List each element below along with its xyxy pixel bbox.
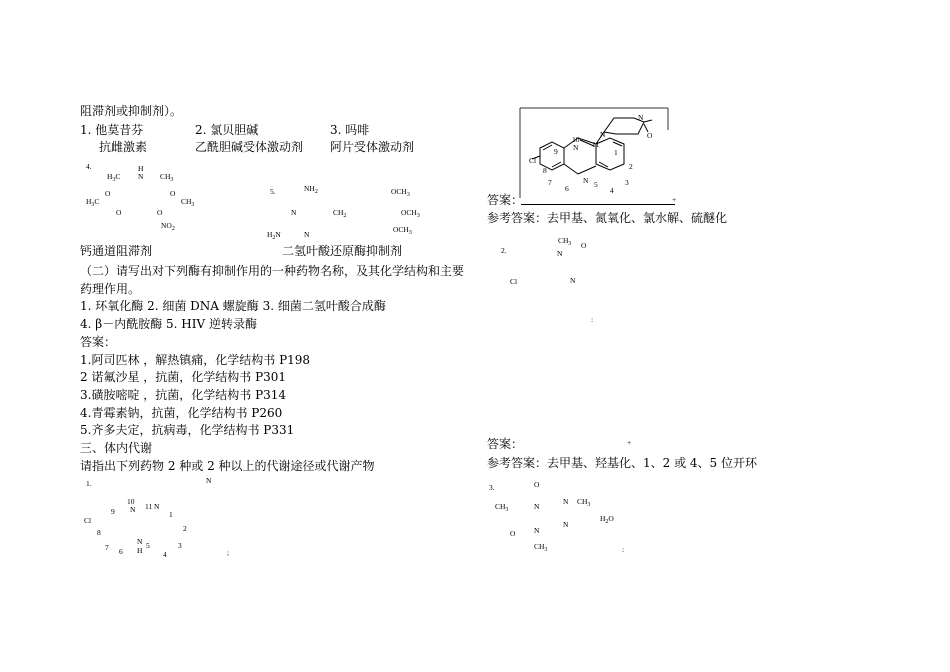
atom-n: N (291, 208, 297, 217)
drug-1-role: 抗雌激素 (99, 140, 148, 154)
enzyme-list-line-1: 1. 环氧化酶 2. 细菌 DNA 螺旋酶 3. 细菌二氢叶酸合成酶 (80, 299, 386, 313)
atom-ch3: $CH_3$ (160, 172, 174, 183)
ring-number: 3 (178, 541, 182, 550)
atom-o: O (534, 480, 540, 489)
answer-3: 3.磺胺嘧啶 ，抗菌，化学结构书 P314 (80, 388, 287, 402)
answer-blank-1[interactable] (521, 204, 675, 205)
atom-n: N (130, 505, 136, 514)
drug-1-name: 1. 他莫昔芬 (80, 123, 144, 137)
atom-n: N (638, 113, 644, 122)
m3-number: 3. (489, 483, 495, 492)
atom-och3: $OCH_3$ (401, 208, 420, 219)
atom-h: H (137, 546, 143, 555)
atom-nh2: $NH_2$ (304, 184, 318, 195)
ring-number: 4 (163, 550, 167, 559)
q5-number: 5. (270, 187, 276, 196)
plus-1: + (672, 195, 677, 204)
ring-number: 1 (169, 510, 173, 519)
section-3-title: 三、体内代谢 (80, 441, 153, 455)
drug-2-role: 乙酰胆碱受体激动剂 (195, 140, 304, 154)
m2-number: 2. (501, 246, 507, 255)
ring-number: 2 (183, 524, 187, 533)
atom-h: H (138, 164, 144, 173)
atom-n: N (304, 230, 310, 239)
drug-2-name: 2. 氯贝胆碱 (195, 123, 259, 137)
ring-number: 1 (614, 148, 618, 157)
atom-h3c: $H_3C$ (107, 172, 121, 183)
reference-answer-1: 参考答案：去甲基、氮氧化、氯水解、硫醚化 (487, 211, 728, 225)
ring-number: 9 (111, 507, 115, 516)
atom-o: O (157, 208, 163, 217)
ring-number: 11 (145, 502, 153, 511)
atom-n: N (600, 130, 606, 139)
section-2-line-1: （二）请写出对下列酶有抑制作用的一种药物名称，及其化学结构和主要 (80, 264, 465, 278)
atom-cl: Cl (529, 156, 537, 165)
atom-o: O (581, 241, 587, 250)
ring-number: 11 (592, 140, 600, 149)
section-2-line-2: 药理作用。 (80, 282, 141, 296)
atom-o: O (116, 208, 122, 217)
m1-number: 1. (86, 479, 92, 488)
m1-semicolon: ; (227, 548, 230, 557)
answer-1: 1.阿司匹林 ，解热镇痛，化学结构书 P198 (80, 353, 311, 367)
atom-n: N (534, 526, 540, 535)
atom-n: N (563, 497, 569, 506)
atom-ch3: $CH_3$ (495, 502, 509, 513)
ring-number: 5 (594, 180, 598, 189)
ring-number: 6 (119, 547, 123, 556)
atom-h2o: $H_2O$ (600, 514, 614, 525)
atom-och3: $OCH_3$ (393, 225, 412, 236)
ring-number: 7 (548, 178, 552, 187)
atom-ch3: $CH_3$ (534, 542, 548, 553)
q4-role: 钙通道阻滞剂 (80, 244, 153, 258)
drug-3-name: 3. 吗啡 (330, 123, 370, 137)
ring-number: 10 (572, 135, 580, 144)
m3-colon: : (622, 545, 625, 554)
atom-n: N (137, 537, 143, 546)
atom-ch3: $CH_3$ (577, 497, 591, 508)
m2-colon: : (591, 315, 594, 324)
plus-2: + (627, 438, 632, 447)
answer-2: 2 诺氟沙星 ，抗菌，化学结构书 P301 (80, 370, 287, 384)
q4-number: 4. (86, 162, 92, 171)
ring-number: 8 (543, 166, 547, 175)
atom-ch3: $CH_3$ (558, 236, 572, 247)
atom-n: N (573, 143, 579, 152)
atom-o: O (105, 189, 111, 198)
atom-no2: $NO_2$ (161, 221, 175, 232)
atom-n: N (557, 249, 563, 258)
ring-number: 10 (127, 497, 135, 506)
structure-drawing (518, 108, 678, 198)
atom-n: N (138, 172, 144, 181)
drug-3-role: 阿片受体激动剂 (330, 140, 415, 154)
atom-h2n: $H_2N$ (267, 230, 281, 241)
right-answer-label-2: 答案： (487, 437, 524, 451)
enzyme-list-line-2: 4. β－内酰胺酶 5. HIV 逆转录酶 (80, 317, 257, 331)
atom-ch2: $CH_2$ (333, 208, 347, 219)
atom-ch3: $CH_3$ (181, 197, 195, 208)
atom-cl: Cl (84, 516, 92, 525)
ring-number: 7 (105, 543, 109, 552)
atom-o: O (170, 189, 176, 198)
atom-h3c: $H_3C$ (86, 197, 100, 208)
atom-n: N (563, 520, 569, 529)
ring-number: 8 (97, 528, 101, 537)
atom-o: O (647, 131, 653, 140)
answer-label: 答案： (80, 335, 117, 349)
atom-cl: Cl (510, 277, 518, 286)
atom-o: O (510, 529, 516, 538)
atom-n: N (154, 502, 160, 511)
atom-och3: $OCH_3$ (391, 187, 410, 198)
section-3-prompt: 请指出下列药物 2 种或 2 种以上的代谢途径或代谢产物 (80, 459, 375, 473)
ring-number: 5 (146, 541, 150, 550)
reference-answer-2: 参考答案：去甲基、羟基化、1、2 或 4、5 位开环 (487, 456, 757, 470)
atom-n: N (534, 502, 540, 511)
atom-n: N (570, 276, 576, 285)
q5-role: 二氢叶酸还原酶抑制剂 (282, 244, 403, 258)
ring-number: 6 (565, 184, 569, 193)
ring-number: 2 (629, 162, 633, 171)
right-answer-label-1: 答案： (487, 193, 524, 207)
ring-number: 4 (610, 186, 614, 195)
atom-n: N (583, 176, 589, 185)
ring-number: 3 (625, 178, 629, 187)
intro-tail: 阻滞剂或抑制剂）。 (80, 104, 183, 118)
answer-5: 5.齐多夫定，抗病毒，化学结构书 P331 (80, 423, 295, 437)
answer-4: 4.青霉素钠，抗菌，化学结构书 P260 (80, 406, 283, 420)
ring-number: 9 (554, 147, 558, 156)
atom-n: N (206, 476, 212, 485)
